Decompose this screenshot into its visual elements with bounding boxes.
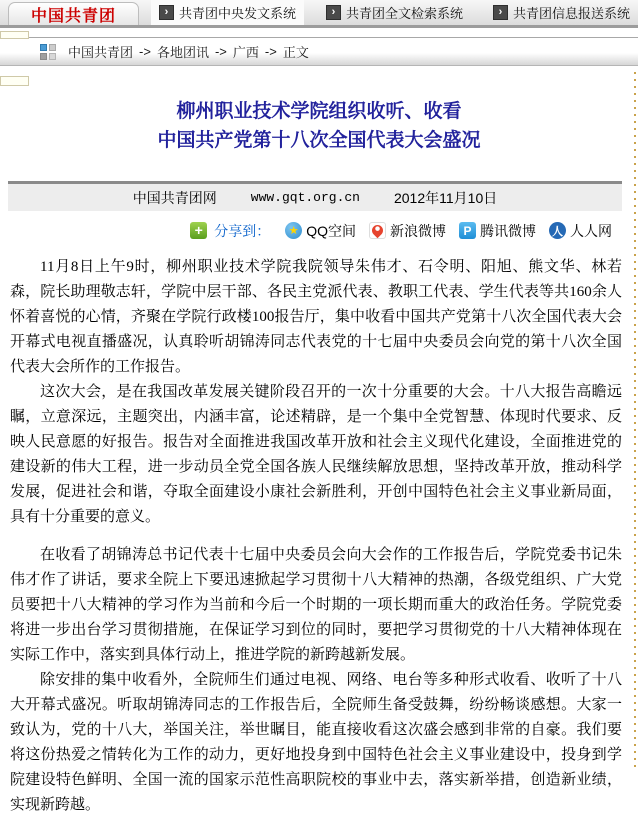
brand-title: 中国共青团 [30,7,116,25]
source-name: 中国共青团网 [132,189,217,206]
grid-icon [40,44,56,60]
share-item-label: 人人网 [570,222,612,239]
article-title-line1: 柳州职业技术学院组织收听、收看 [176,101,462,122]
breadcrumb-separator: -> [214,44,227,59]
share-label: 分享到： [214,222,271,239]
breadcrumb-guangxi[interactable]: 广西 [232,45,259,60]
article-title-line2: 中国共产党第十八次全国代表大会盛况 [157,130,481,151]
tab-info-report-system[interactable] [485,0,638,25]
meta-bar [8,184,622,211]
dotted-border [634,72,636,767]
arrow-icon: › [326,5,341,20]
tencent-weibo-icon: P [459,222,476,239]
tab-label: 共青团全文检索系统 [345,6,463,21]
breadcrumb-separator: -> [264,44,277,59]
top-system-bar [0,0,638,28]
tab-fulltext-search-system[interactable] [318,0,471,25]
tab-label: 共青团中央发文系统 [178,6,296,21]
system-tabs [139,0,638,25]
breadcrumb [0,37,638,66]
placeholder-box [0,31,29,39]
share-item-label: 腾讯微博 [480,222,536,239]
renren-icon: 人 [549,222,566,239]
placeholder-box [0,76,29,86]
article-date: 2012年11月10日 [393,189,498,206]
article-body [0,255,638,818]
qzone-icon: ★ [285,222,302,239]
breadcrumb-separator: -> [139,44,151,59]
tab-central-dispatch-system[interactable] [151,0,304,25]
arrow-icon: › [159,5,174,20]
breadcrumb-home[interactable]: 中国共青团 [68,45,134,60]
brand-tab[interactable] [8,2,139,25]
share-plus-icon[interactable]: + [190,222,207,239]
sina-weibo-icon [369,222,386,239]
share-bar [0,218,612,243]
share-item-label: QQ空间 [306,222,356,239]
paragraph: 在收看了胡锦涛总书记代表十七届中央委员会向大会作的工作报告后，学院党委书记朱伟才作了讲话，要求全院上下要迅速掀起学习贯彻十八大精神的热潮，各级党组织、广大党员要把十八大精神的学习作为当前和今后一个时期的一项长期而重大的政治任务。学院党委将进一步出台学习贯彻措施，在保证学习到位的同时，要把学习贯彻党的十八大精神体现在实际工作中，落实到具体行动上，推进学院的新跨越新发展。 [10,547,622,663]
share-item-label: 新浪微博 [390,222,446,239]
paragraph: 11月8日上午9时，柳州职业技术学院我院领导朱伟才、石令明、阳旭、熊文华、林若森，院长助理敬志轩，学院中层干部、各民主党派代表、教职工代表、学生代表等共160余人怀着喜悦的心情，齐聚在学院行政楼100报告厅，集中收看中国共产党第十八次全国代表大会开幕式电视直播盛况，认真聆听胡锦涛同志代表党的十七届中央委员会向党的第十八次全国代表大会所作的工作报告。 [10,259,622,375]
tab-label: 共青团信息报送系统 [512,6,630,21]
article-title [0,97,638,155]
share-sina-weibo[interactable] [369,221,446,241]
paragraph: 这次大会，是在我国改革发展关键阶段召开的一次十分重要的大会。十八大报告高瞻远瞩，立意深远，主题突出，内涵丰富，论述精辟，是一个集中全党智慧、体现时代要求、反映人民意愿的好报告。报告对全面推进我国改革开放和社会主义现代化建设，全面推进党的建设新的伟大工程，进一步动员全党全国各族人民继续解放思想，坚持改革开放，推动科学发展，促进社会和谐，夺取全面建设小康社会新胜利，开创中国特色社会主义事业新局面，具有十分重要的意义。 [10,384,622,525]
share-renren[interactable] [549,221,612,241]
breadcrumb-current: 正文 [282,45,309,60]
source-url[interactable]: www.gqt.org.cn [250,190,360,205]
share-qzone[interactable] [285,221,356,241]
arrow-icon: › [493,5,508,20]
share-tencent-weibo[interactable] [459,221,536,241]
paragraph: 除安排的集中收看外，全院师生们通过电视、网络、电台等多种形式收看、收听了十八大开幕式盛况。听取胡锦涛同志的工作报告后，全院师生备受鼓舞，纷纷畅谈感想。大家一致认为，党的十八大，举国关注，举世瞩目，能直接收看这次盛会感到非常的自豪。我们要将这份热爱之情转化为工作的动力，更好地投身到中国特色社会主义事业建设中，投身到学院建设特色鲜明、全国一流的国家示范性高职院校的事业中去，落实新举措，创造新业绩，实现新跨越。 [10,672,622,813]
breadcrumb-local-news[interactable]: 各地团讯 [156,45,209,60]
